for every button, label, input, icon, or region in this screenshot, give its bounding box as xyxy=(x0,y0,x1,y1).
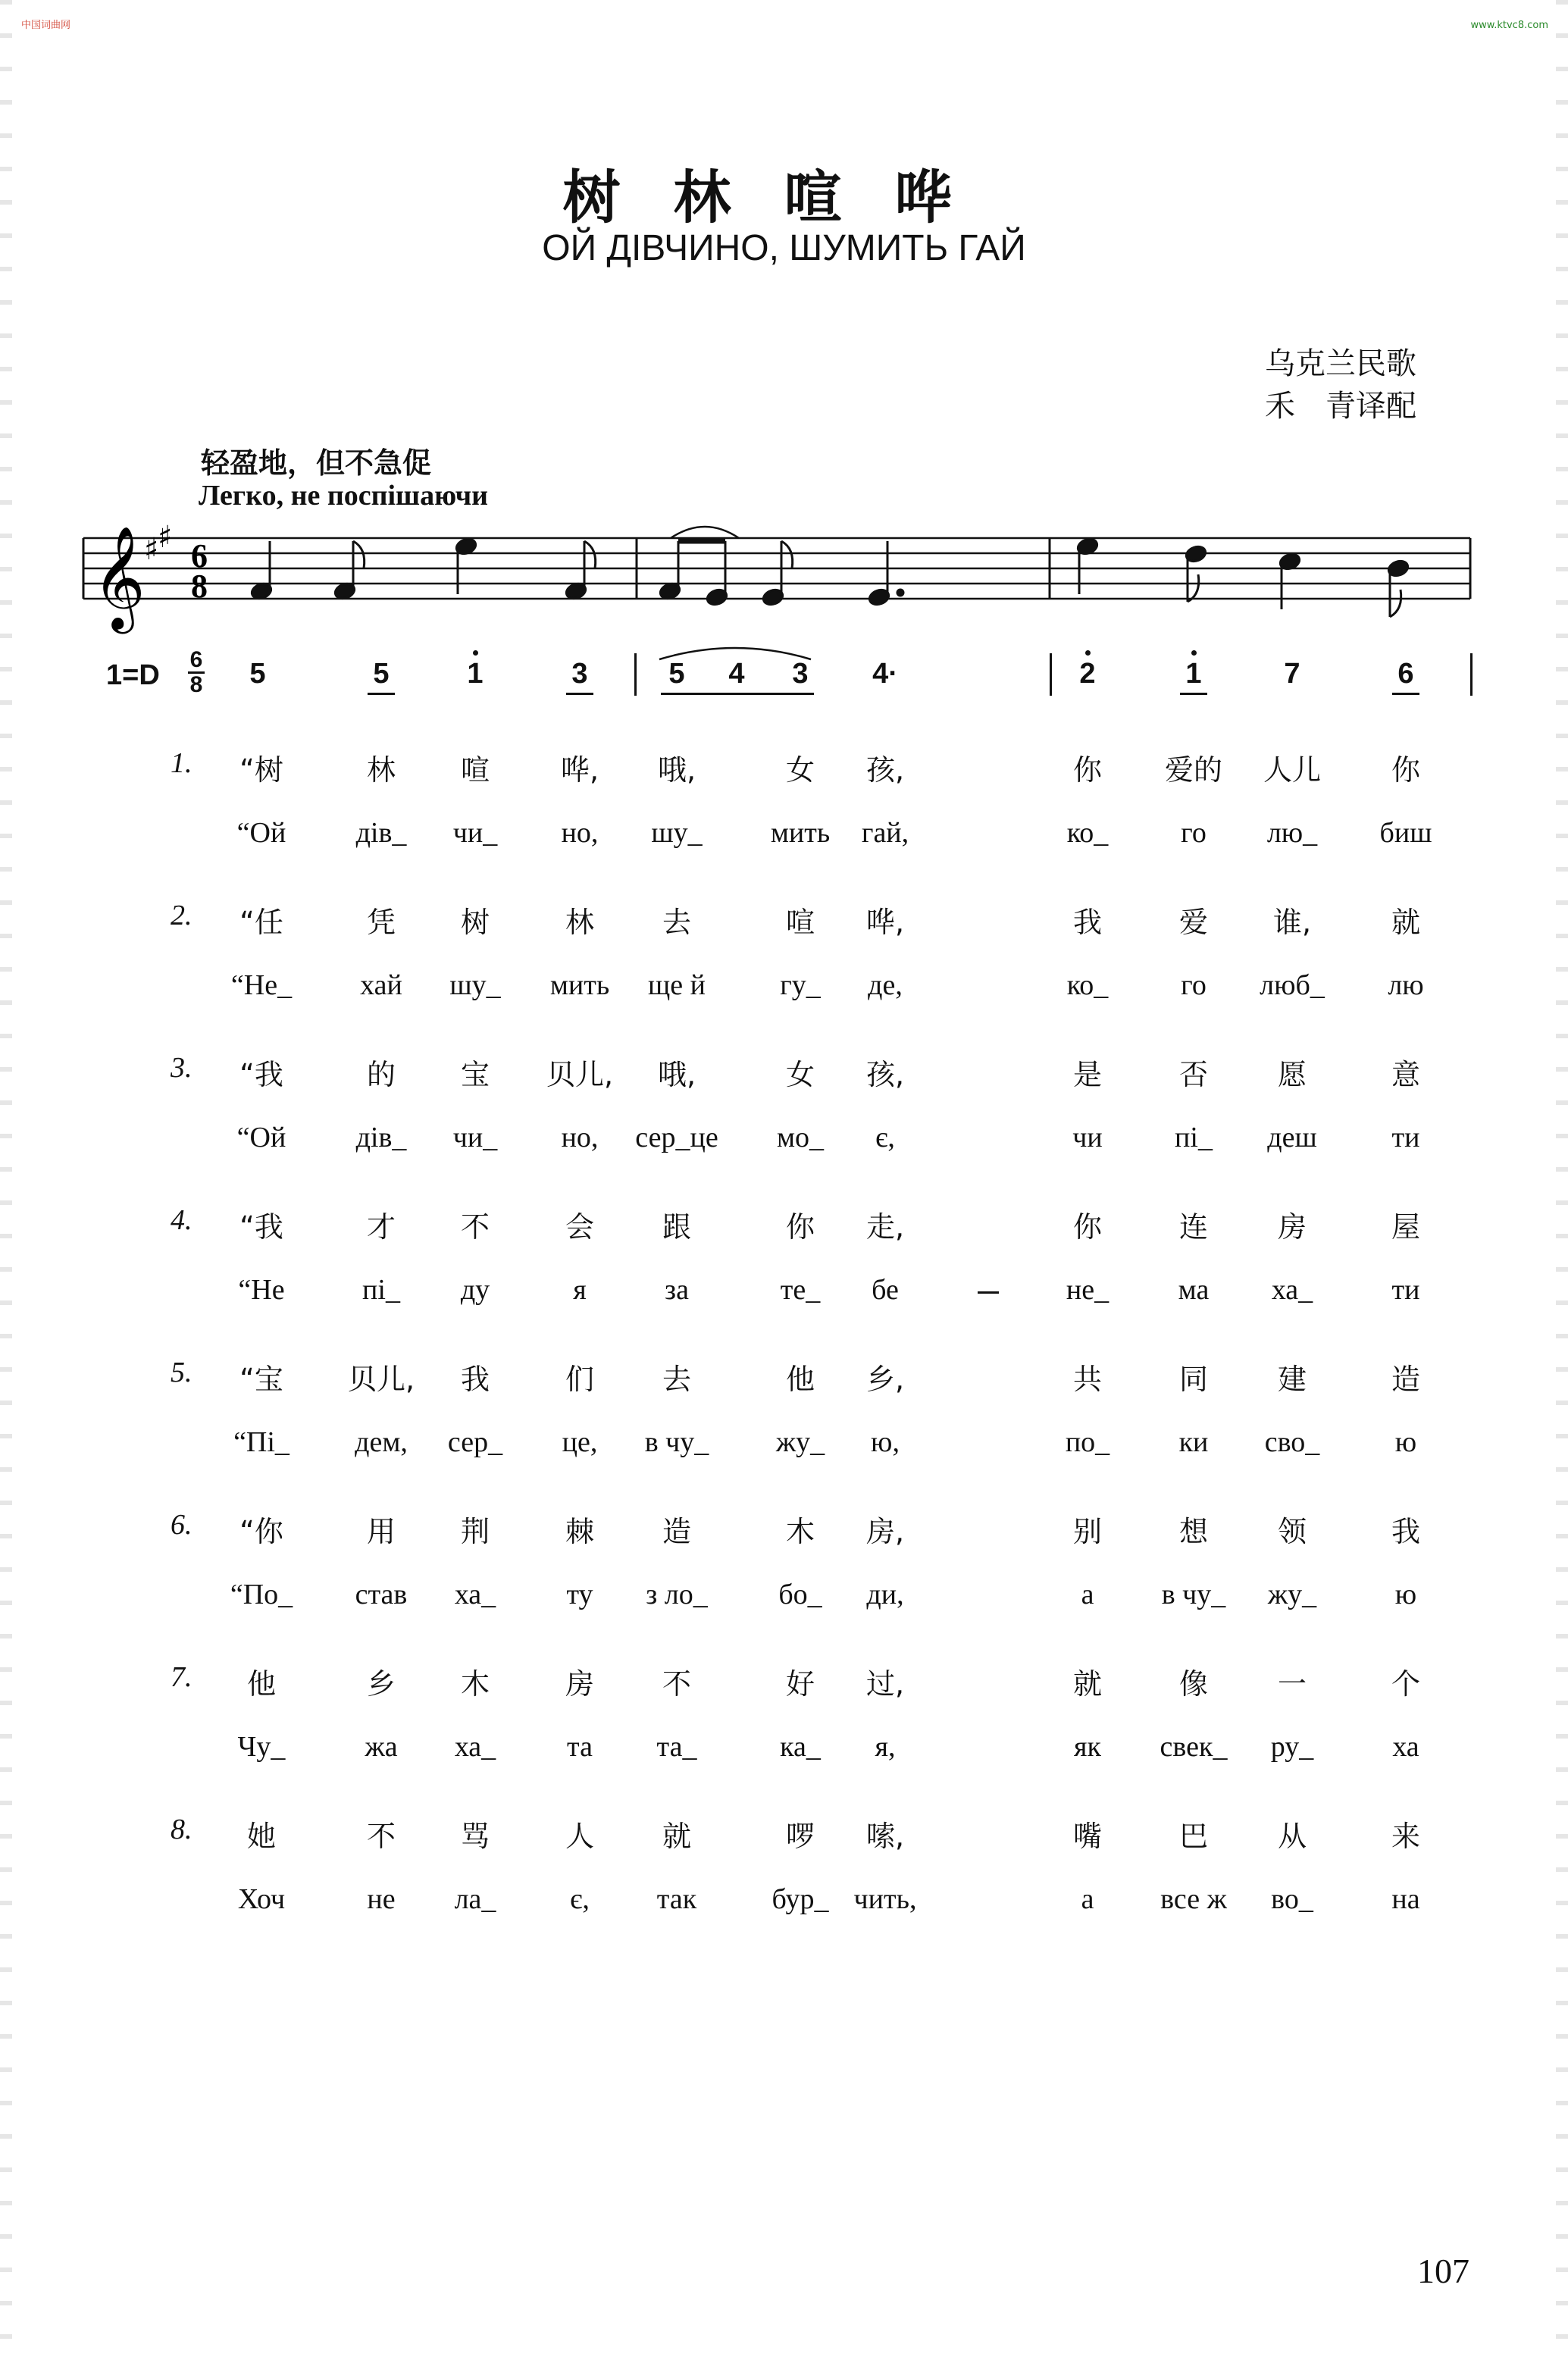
jianpu-note: 2 xyxy=(1079,658,1096,690)
lyric-syllable-cn: 就 xyxy=(1072,1667,1103,1701)
lyric-syllable-ua: в чу_ xyxy=(1161,1579,1226,1610)
lyric-syllable-ua: ла_ xyxy=(454,1883,496,1915)
lyric-syllable-cn: 木 xyxy=(785,1515,815,1548)
lyric-syllable-cn: 别 xyxy=(1072,1515,1103,1548)
lyric-syllable-ua: ду xyxy=(460,1274,490,1306)
lyric-syllable-cn: 好 xyxy=(785,1667,815,1701)
lyric-syllable-ua: а xyxy=(1081,1883,1094,1915)
jianpu-note: 5 xyxy=(373,658,390,690)
lyric-syllable-ua: ко_ xyxy=(1066,817,1109,849)
page-number: 107 xyxy=(1417,2252,1469,2290)
lyric-syllable-cn: 他 xyxy=(246,1667,277,1701)
lyric-syllable-ua: сво_ xyxy=(1264,1426,1320,1458)
lyric-syllable-cn: 就 xyxy=(662,1820,692,1853)
verse-number: 8. xyxy=(171,1814,192,1845)
lyric-syllable-cn: 意 xyxy=(1391,1058,1421,1091)
lyric-syllable-cn: 用 xyxy=(366,1515,396,1548)
lyric-syllable-ua: лю_ xyxy=(1266,817,1318,849)
lyric-syllable-cn: “任 xyxy=(239,906,283,939)
lyric-syllable-ua: ти xyxy=(1391,1274,1420,1306)
verse-number: 3. xyxy=(171,1052,192,1084)
right-margin-strip xyxy=(1556,0,1568,2363)
lyric-syllable-cn: 林 xyxy=(565,906,595,939)
lyric-syllable-ua: те_ xyxy=(780,1274,821,1306)
lyric-syllable-cn: 会 xyxy=(565,1210,595,1244)
lyric-syllable-cn: 贝儿, xyxy=(347,1363,415,1396)
verse-number: 5. xyxy=(171,1357,192,1388)
lyric-syllable-cn: 嘴 xyxy=(1072,1820,1103,1853)
jianpu-note: 4· xyxy=(872,658,898,690)
lyric-syllable-ua: ко_ xyxy=(1066,969,1109,1001)
svg-text:8: 8 xyxy=(191,568,208,605)
lyric-syllable-ua: є, xyxy=(875,1122,895,1153)
lyric-syllable-ua: жу_ xyxy=(1267,1579,1317,1610)
lyric-syllable-cn: 就 xyxy=(1391,906,1421,939)
lyric-syllable-cn: 的 xyxy=(366,1058,396,1091)
tempo-cn: 轻盈地，但不急促 xyxy=(201,446,432,480)
lyric-syllable-cn: 连 xyxy=(1178,1210,1209,1244)
lyric-syllable-ua: та xyxy=(567,1731,593,1763)
lyric-syllable-ua: во_ xyxy=(1271,1883,1313,1915)
verse-number: 6. xyxy=(171,1509,192,1541)
lyric-syllable-cn: 乡 xyxy=(366,1667,396,1701)
jianpu-note: 1 xyxy=(467,658,484,690)
octave-dot xyxy=(1085,650,1091,656)
lyric-syllable-cn: 喧 xyxy=(785,906,815,939)
lyric-syllable-cn: 骂 xyxy=(460,1820,490,1853)
song-title-cn: 树林喧哗 xyxy=(562,164,1006,231)
lyric-syllable-cn: 哗, xyxy=(865,906,905,939)
lyric-syllable-ua: ту xyxy=(566,1579,593,1610)
lyric-syllable-ua: як xyxy=(1074,1731,1101,1763)
lyric-syllable-ua: “Не xyxy=(238,1274,285,1306)
lyric-syllable-ua: ха_ xyxy=(1271,1274,1313,1306)
lyric-syllable-cn: 荆 xyxy=(460,1515,490,1548)
credit-translator: 禾 青译配 xyxy=(1265,389,1416,424)
lyric-syllable-ua: з ло_ xyxy=(646,1579,708,1610)
lyric-syllable-cn: 造 xyxy=(662,1515,692,1548)
lyric-syllable-ua: дів_ xyxy=(355,1122,407,1153)
jianpu-note: 7 xyxy=(1284,658,1300,690)
lyric-syllable-cn: 你 xyxy=(1072,753,1103,787)
jianpu-note: 6 xyxy=(1397,658,1414,690)
lyric-syllable-ua: ти xyxy=(1391,1122,1420,1153)
lyric-syllable-ua: а xyxy=(1081,1579,1094,1610)
lyric-syllable-ua: люб_ xyxy=(1260,969,1325,1001)
lyric-syllable-ua: ю xyxy=(1394,1426,1417,1458)
lyric-syllable-cn: 你 xyxy=(1391,753,1421,787)
lyric-syllable-cn: “我 xyxy=(239,1058,283,1091)
lyric-syllable-cn: 房 xyxy=(565,1667,595,1701)
lyric-syllable-cn: 孩, xyxy=(865,753,905,787)
lyric-syllable-cn: 啰 xyxy=(785,1820,815,1853)
lyric-syllable-cn: 人 xyxy=(565,1820,595,1853)
lyric-syllable-ua: мить xyxy=(770,817,831,849)
lyric-syllable-cn: 同 xyxy=(1178,1363,1209,1396)
lyric-syllable-ua: ру_ xyxy=(1270,1731,1314,1763)
lyric-syllable-cn: 们 xyxy=(565,1363,595,1396)
lyric-syllable-cn: 不 xyxy=(366,1820,396,1853)
lyric-syllable-cn: 我 xyxy=(1072,906,1103,939)
lyric-syllable-cn: 你 xyxy=(785,1210,815,1244)
key-signature-sharp-icon: ♯ xyxy=(158,520,173,555)
treble-clef-icon: 𝄞 xyxy=(92,524,146,629)
verse-number: 4. xyxy=(171,1204,192,1236)
octave-dot xyxy=(473,650,478,656)
barline xyxy=(1050,653,1052,696)
eighth-underline xyxy=(1392,693,1419,695)
credit-origin: 乌克兰民歌 xyxy=(1265,346,1416,381)
lyric-syllable-cn: 来 xyxy=(1391,1820,1421,1853)
lyric-syllable-ua: так xyxy=(656,1883,697,1915)
lyric-syllable-cn: “你 xyxy=(239,1515,283,1548)
lyric-syllable-cn: 不 xyxy=(460,1210,490,1244)
lyric-syllable-cn: 去 xyxy=(662,1363,692,1396)
lyric-syllable-cn: 像 xyxy=(1178,1667,1209,1701)
lyric-syllable-ua: “Не_ xyxy=(230,969,293,1001)
lyric-syllable-cn: 是 xyxy=(1072,1058,1103,1091)
lyric-syllable-cn: 哦, xyxy=(657,753,696,787)
lyric-syllable-cn: 乡, xyxy=(865,1363,905,1396)
lyric-syllable-cn: 领 xyxy=(1277,1515,1307,1548)
jianpu-note: 3 xyxy=(792,658,809,690)
lyric-syllable-ua: та_ xyxy=(656,1731,697,1763)
lyric-syllable-ua: ка_ xyxy=(780,1731,821,1763)
left-margin-strip xyxy=(0,0,12,2363)
lyric-syllable-cn: 愿 xyxy=(1277,1058,1307,1091)
lyric-syllable-ua: дем, xyxy=(355,1426,408,1458)
lyric-syllable-ua: “По_ xyxy=(230,1579,293,1610)
tempo-ua: Легко, не поспішаючи xyxy=(199,480,489,512)
lyric-syllable-cn: 去 xyxy=(662,906,692,939)
eighth-underline xyxy=(1180,693,1207,695)
jianpu-note: 1 xyxy=(1185,658,1202,690)
key-signature-sharp-icon: ♯ xyxy=(144,532,159,567)
lyric-syllable-cn: “我 xyxy=(239,1210,283,1244)
lyric-syllable-cn: 凭 xyxy=(366,906,396,939)
lyric-syllable-cn: 谁, xyxy=(1272,906,1312,939)
lyric-syllable-ua: за xyxy=(665,1274,689,1306)
eighth-underline xyxy=(566,693,593,695)
lyric-syllable-cn: 个 xyxy=(1391,1667,1421,1701)
lyric-syllable-cn: 哗, xyxy=(560,753,599,787)
lyric-syllable-ua: хай xyxy=(360,969,402,1001)
lyric-syllable-cn: 才 xyxy=(366,1210,396,1244)
lyric-syllable-ua: го xyxy=(1181,817,1207,849)
lyric-syllable-ua: все ж xyxy=(1160,1883,1227,1915)
lyric-syllable-cn: 一 xyxy=(1277,1667,1307,1701)
lyric-syllable-ua: дів_ xyxy=(355,817,407,849)
lyric-syllable-cn: 房 xyxy=(1277,1210,1307,1244)
lyric-syllable-ua: пі_ xyxy=(362,1274,400,1306)
lyric-syllable-cn: 走, xyxy=(865,1210,905,1244)
lyric-syllable-cn: 爱的 xyxy=(1164,753,1223,787)
lyric-syllable-ua: ще й xyxy=(648,969,706,1001)
lyric-syllable-ua: ха xyxy=(1392,1731,1419,1763)
lyric-syllable-ua: свек_ xyxy=(1160,1731,1228,1763)
lyric-syllable-ua: “Ой xyxy=(236,1122,286,1153)
lyric-syllable-cn: 巴 xyxy=(1178,1820,1209,1853)
lyric-syllable-cn: 喧 xyxy=(460,753,490,787)
song-title-ua: ОЙ ДІВЧИНО, ШУМИТЬ ГАЙ xyxy=(542,228,1026,268)
lyric-syllable-ua: гай, xyxy=(861,817,909,849)
lyric-syllable-cn: 屋 xyxy=(1391,1210,1421,1244)
lyric-syllable-cn: 她 xyxy=(246,1820,277,1853)
lyric-syllable-ua: чи xyxy=(1072,1122,1103,1153)
barline xyxy=(634,653,637,696)
lyric-syllable-cn: 建 xyxy=(1277,1363,1307,1396)
lyric-syllable-ua: не_ xyxy=(1066,1274,1109,1306)
lyric-syllable-ua: бо_ xyxy=(778,1579,822,1610)
lyric-syllable-ua: чи_ xyxy=(452,817,498,849)
time-signature: 6 8 xyxy=(188,649,205,696)
lyric-syllable-cn: 木 xyxy=(460,1667,490,1701)
lyric-syllable-ua: мить xyxy=(549,969,610,1001)
lyric-syllable-ua: став xyxy=(355,1579,408,1610)
lyric-syllable-ua: ха_ xyxy=(454,1579,496,1610)
lyric-syllable-cn: 从 xyxy=(1277,1820,1307,1853)
staff-notation xyxy=(76,515,1485,637)
verse-number: 1. xyxy=(171,747,192,779)
eighth-underline xyxy=(661,693,812,695)
lyric-syllable-ua: по_ xyxy=(1065,1426,1110,1458)
lyric-syllable-ua: я, xyxy=(875,1731,896,1763)
lyric-syllable-cn: 过, xyxy=(865,1667,905,1701)
lyric-syllable-cn: 跟 xyxy=(662,1210,692,1244)
lyric-syllable-cn: 不 xyxy=(662,1667,692,1701)
lyric-syllable-cn: 他 xyxy=(785,1363,815,1396)
lyric-syllable-cn: 女 xyxy=(785,1058,815,1091)
octave-dot xyxy=(1191,650,1197,656)
lyric-syllable-ua: ди, xyxy=(866,1579,904,1610)
lyric-syllable-ua: це, xyxy=(562,1426,598,1458)
lyric-syllable-ua: на xyxy=(1391,1883,1420,1915)
lyric-syllable-cn: 爱 xyxy=(1178,906,1209,939)
jianpu-note: 3 xyxy=(571,658,588,690)
lyric-syllable-cn: 共 xyxy=(1072,1363,1103,1396)
lyric-syllable-ua: го xyxy=(1181,969,1207,1001)
lyric-syllable-ua: деш xyxy=(1267,1122,1317,1153)
lyric-syllable-cn: 宝 xyxy=(460,1058,490,1091)
lyric-syllable-ua: лю xyxy=(1388,969,1424,1001)
lyric-syllable-cn: 我 xyxy=(460,1363,490,1396)
lyric-syllable-ua: сер_це xyxy=(635,1122,718,1153)
lyric-syllable-ua: “Пі_ xyxy=(233,1426,290,1458)
slur-icon xyxy=(652,637,834,667)
lyric-syllable-cn: 房, xyxy=(865,1515,905,1548)
lyric-syllable-ua: ма xyxy=(1178,1274,1210,1306)
lyric-syllable-ua: є, xyxy=(570,1883,590,1915)
lyric-syllable-cn: 女 xyxy=(785,753,815,787)
lyric-syllable-ua: Чу_ xyxy=(237,1731,286,1763)
lyric-syllable-ua: бе xyxy=(872,1274,899,1306)
lyric-syllable-cn: “宝 xyxy=(239,1363,283,1396)
barline xyxy=(1470,653,1473,696)
lyric-syllable-ua: не xyxy=(367,1883,396,1915)
lyric-syllable-ua: шу_ xyxy=(449,969,501,1001)
verse-number: 7. xyxy=(171,1661,192,1693)
verse-number: 2. xyxy=(171,900,192,931)
lyric-syllable-ua: биш xyxy=(1379,817,1432,849)
lyric-syllable-ua: гу_ xyxy=(780,969,821,1001)
lyric-syllable-ua: чить, xyxy=(853,1883,917,1915)
lyric-syllable-cn: 你 xyxy=(1072,1210,1103,1244)
site-header-left: 中国词曲网 xyxy=(21,20,71,31)
lyric-syllable-cn: 树 xyxy=(460,906,490,939)
key-label: 1=D xyxy=(106,659,160,691)
lyric-syllable-cn: “树 xyxy=(239,753,283,787)
svg-text:6: 6 xyxy=(191,537,208,574)
lyric-syllable-cn: 林 xyxy=(366,753,396,787)
lyric-syllable-ua: “Ой xyxy=(236,817,286,849)
jianpu-note: 5 xyxy=(668,658,685,690)
lyric-syllable-cn: 造 xyxy=(1391,1363,1421,1396)
lyric-syllable-ua: ю xyxy=(1394,1579,1417,1610)
eighth-underline xyxy=(368,693,395,695)
lyric-syllable-ua: ки xyxy=(1178,1426,1209,1458)
jianpu-note: 5 xyxy=(249,658,266,690)
lyric-syllable-ua: мо_ xyxy=(776,1122,825,1153)
lyric-syllable-ua: шу_ xyxy=(651,817,703,849)
lyric-syllable-ua: но, xyxy=(561,1122,599,1153)
lyric-syllable-cn: 贝儿, xyxy=(546,1058,614,1091)
site-header-right: www.ktvc8.com xyxy=(1470,20,1548,31)
lyric-syllable-ua: сер_ xyxy=(447,1426,503,1458)
melisma-dash xyxy=(978,1291,999,1294)
lyric-syllable-cn: 嗦, xyxy=(865,1820,905,1853)
lyric-syllable-cn: 棘 xyxy=(565,1515,595,1548)
lyric-syllable-ua: я xyxy=(573,1274,587,1306)
lyric-syllable-ua: ха_ xyxy=(454,1731,496,1763)
jianpu-note: 4 xyxy=(728,658,745,690)
lyric-syllable-cn: 我 xyxy=(1391,1515,1421,1548)
lyric-syllable-ua: жа xyxy=(365,1731,398,1763)
lyric-syllable-cn: 孩, xyxy=(865,1058,905,1091)
lyric-syllable-ua: пі_ xyxy=(1175,1122,1213,1153)
lyric-syllable-ua: в чу_ xyxy=(644,1426,709,1458)
lyric-syllable-ua: бур_ xyxy=(771,1883,829,1915)
lyric-syllable-cn: 否 xyxy=(1178,1058,1209,1091)
lyric-syllable-ua: ю, xyxy=(871,1426,900,1458)
lyric-syllable-ua: Хоч xyxy=(237,1883,286,1915)
lyric-syllable-cn: 想 xyxy=(1178,1515,1209,1548)
lyric-syllable-ua: де, xyxy=(868,969,903,1001)
lyric-syllable-cn: 哦, xyxy=(657,1058,696,1091)
lyric-syllable-ua: жу_ xyxy=(775,1426,825,1458)
lyric-syllable-cn: 人儿 xyxy=(1263,753,1322,787)
lyric-syllable-ua: но, xyxy=(561,817,599,849)
lyric-syllable-ua: чи_ xyxy=(452,1122,498,1153)
